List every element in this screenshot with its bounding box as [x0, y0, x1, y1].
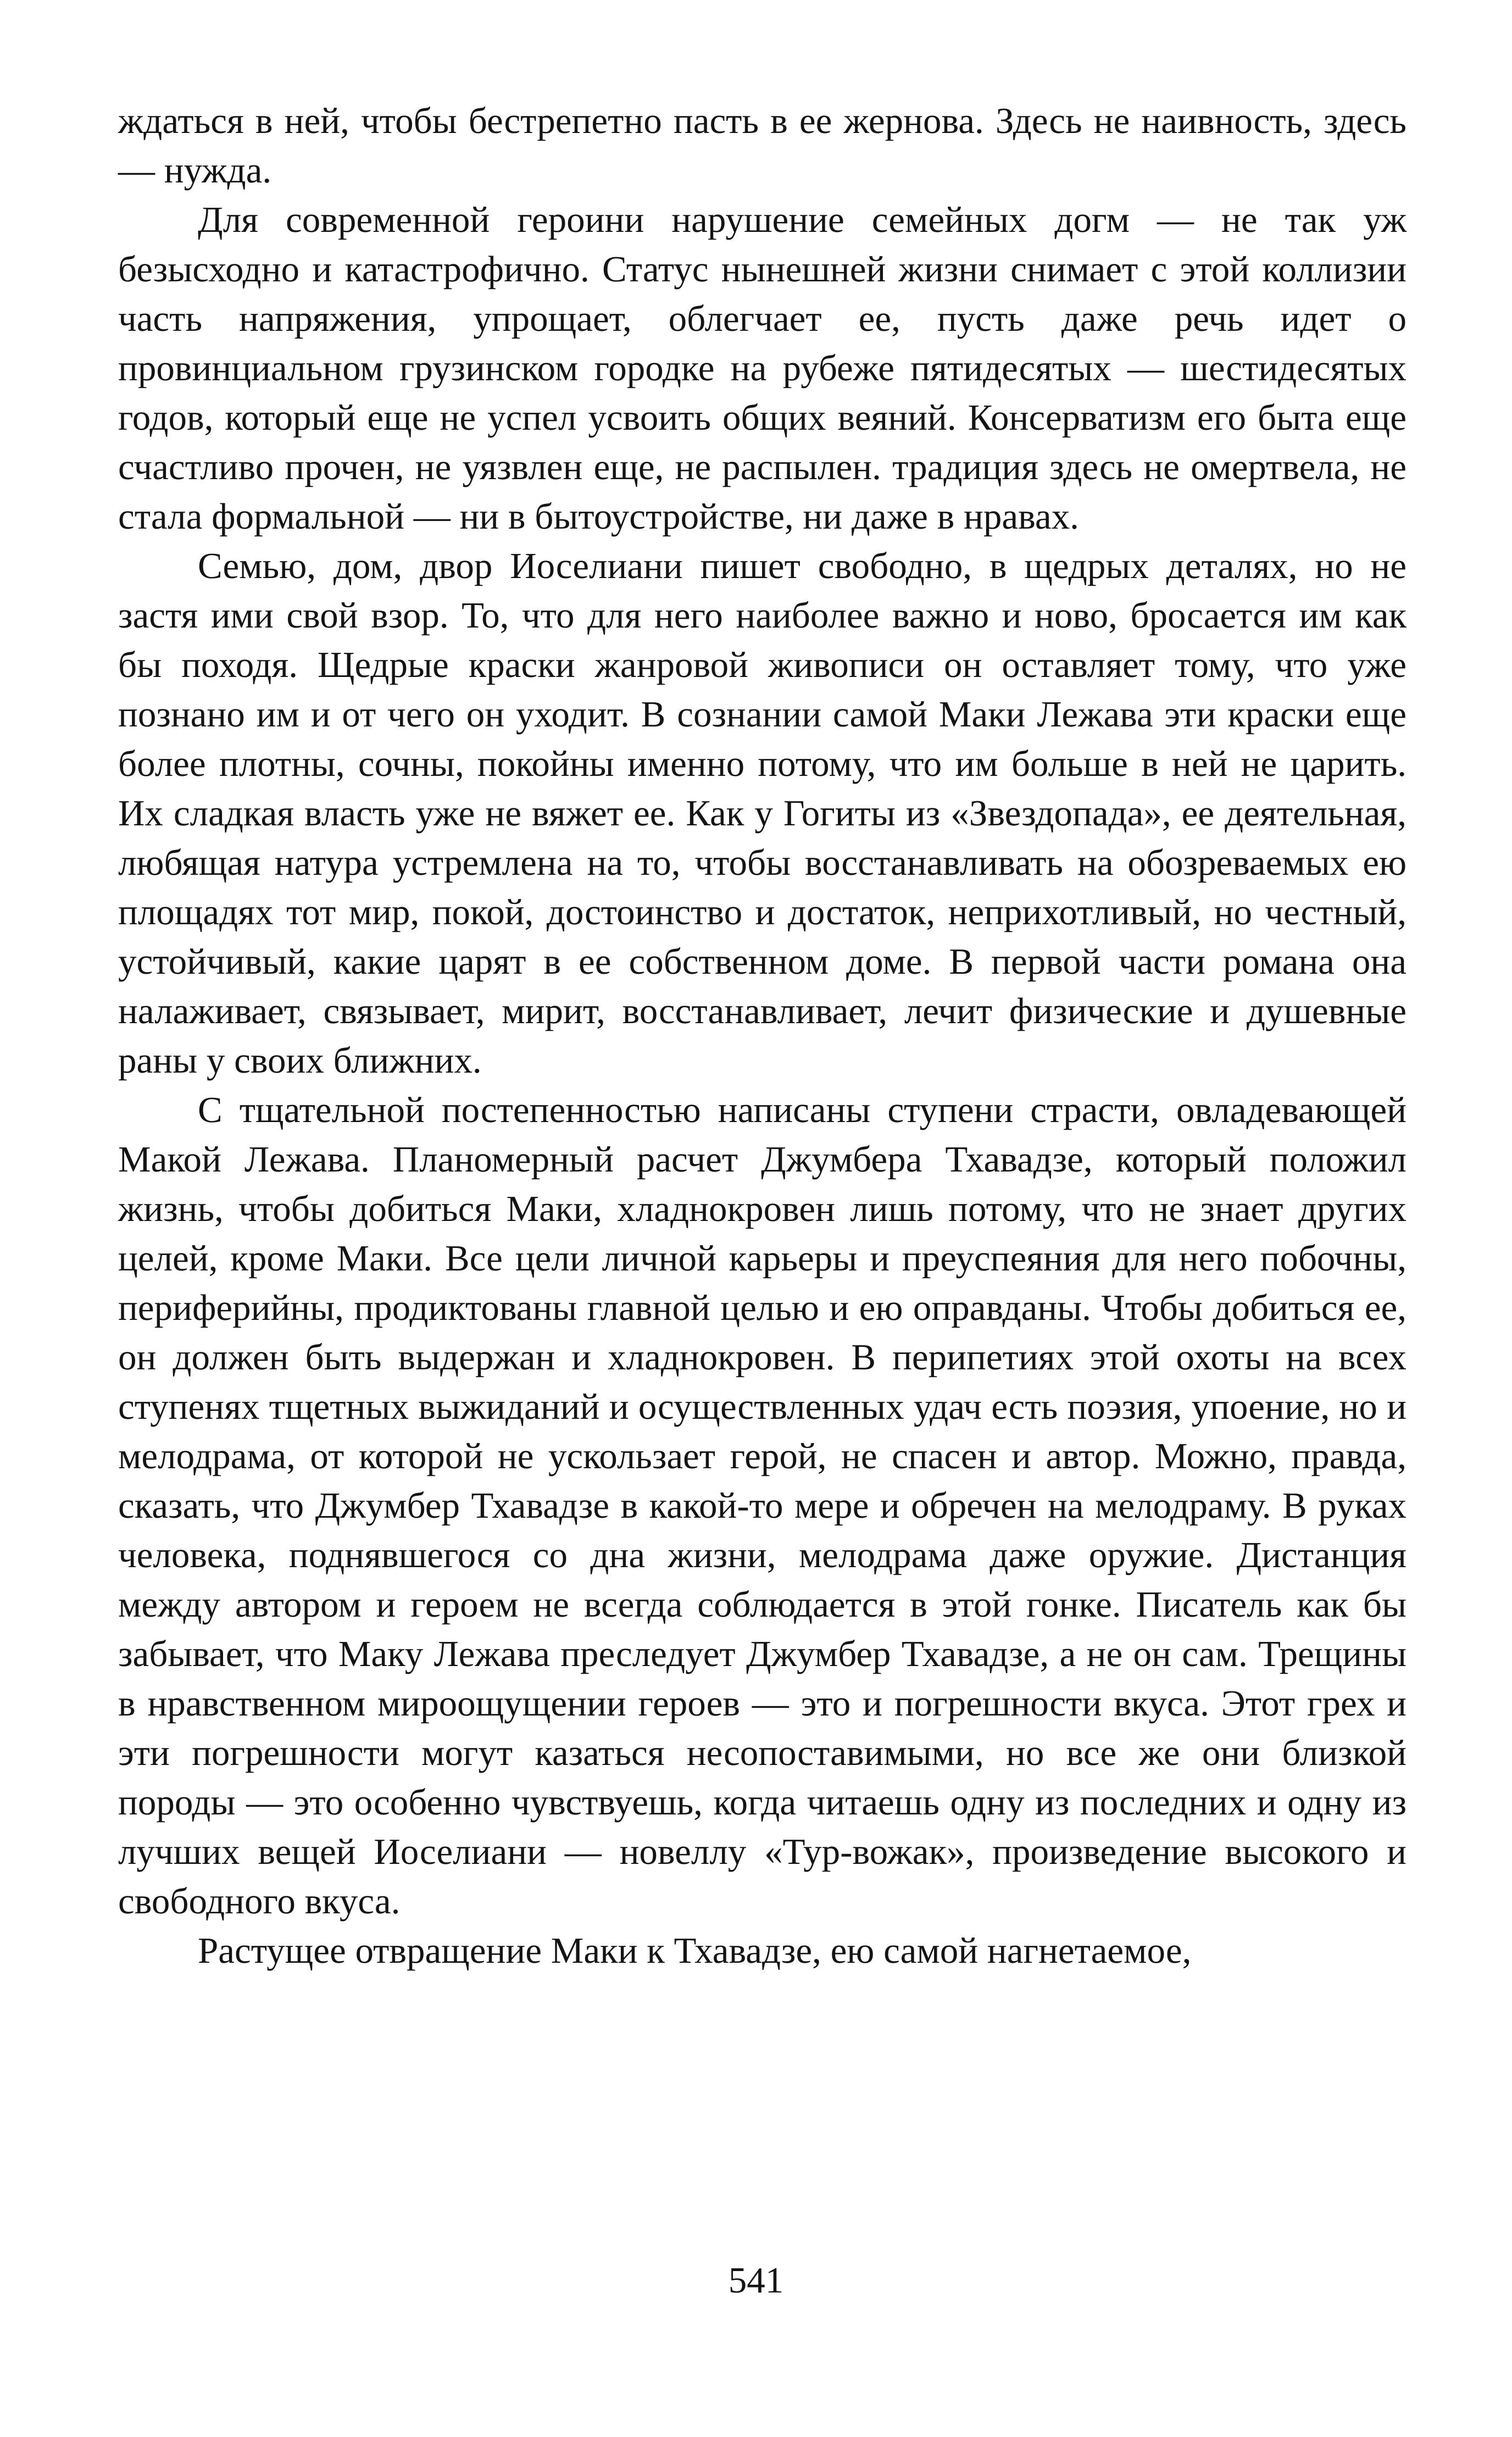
- paragraph-growing-aversion: Растущее отвращение Маки к Тхавадзе, ею самой нагнетаемое,: [198, 1930, 1192, 1971]
- paragraph-stages-of-passion: С тщательной постепенностью написаны ступени страсти, овладевающей Макой Лежава. Планомерный расчет Джумбера Тхавадзе, который положил жизнь, чтобы добиться Маки, хладнокровен лишь потому, что не знает других целей, кроме Маки. Все цели личной карьеры и преуспеяния для него побочны, периферийны, продиктованы главной целью и ею оправданы. Чтобы добиться ее, он должен быть выдержан и хладнокровен. В перипетиях этой охоты на всех ступенях тщетных выжиданий и осуществленных удач есть поэзия, упоение, но и мелодрама, от которой не ускользает герой, не спасен и автор. Можно, правда, сказать, что Джумбер Тхавадзе в какой-то мере и обречен на мелодраму. В руках человека, поднявшегося со дна жизни, мелодрама даже оружие. Дистанция между автором и героем не всегда соблюдается в этой гонке. Писатель как бы забывает, что Маку Лежава преследует Джумбер Тхавадзе, а не он сам. Трещины в нравственном мироощущении героев — это и погрешности вкуса. Этот грех и эти погрешности могут казаться несопоставимыми, но все же они близкой породы — это особенно чувствуешь, когда читаешь одну из последних и одну из лучших вещей Иоселиани — новеллу «Тур-вожак», произведение высокого и свободного вкуса.: [118, 1090, 1407, 1922]
- page-body: [118, 96, 1407, 1975]
- paragraph-continuation: ждаться в ней, чтобы бестрепетно пасть в ее жернова. Здесь не наивность, здесь — нужда.: [118, 101, 1407, 191]
- paragraph-heroine-dogmas: Для современной героини нарушение семейных догм — не так уж безысходно и катастрофично. Статус нынешней жизни снимает с этой коллизии часть напряжения, упрощает, облегчает ее, пусть даже речь идет о провинциальном грузинском городке на рубеже пятидесятых — шестидесятых годов, который еще не успел усвоить общих веяний. Консерватизм его быта еще счастливо прочен, не уязвлен еще, не распылен. традиция здесь не омертвела, не стала формальной — ни в бытоустройстве, ни даже в нравах.: [118, 199, 1407, 537]
- page-number: 541: [728, 2260, 784, 2301]
- paragraph-family-house: Семью, дом, двор Иоселиани пишет свободно, в щедрых деталях, но не застя ими свой взор. То, что для него наиболее важно и ново, бросается им как бы походя. Щедрые краски жанровой живописи он оставляет тому, что уже познано им и от чего он уходит. В сознании самой Маки Лежава эти краски еще более плотны, сочны, покойны именно потому, что им больше в ней не царить. Их сладкая власть уже не вяжет ее. Как у Гогиты из «Звездопада», ее деятельная, любящая натура устремлена на то, чтобы восстанавливать на обозреваемых ею площадях тот мир, покой, достоинство и достаток, неприхотливый, но честный, устойчивый, какие царят в ее собственном доме. В первой части романа она налаживает, связывает, мирит, восстанавливает, лечит физические и душевные раны у своих ближних.: [118, 546, 1407, 1081]
